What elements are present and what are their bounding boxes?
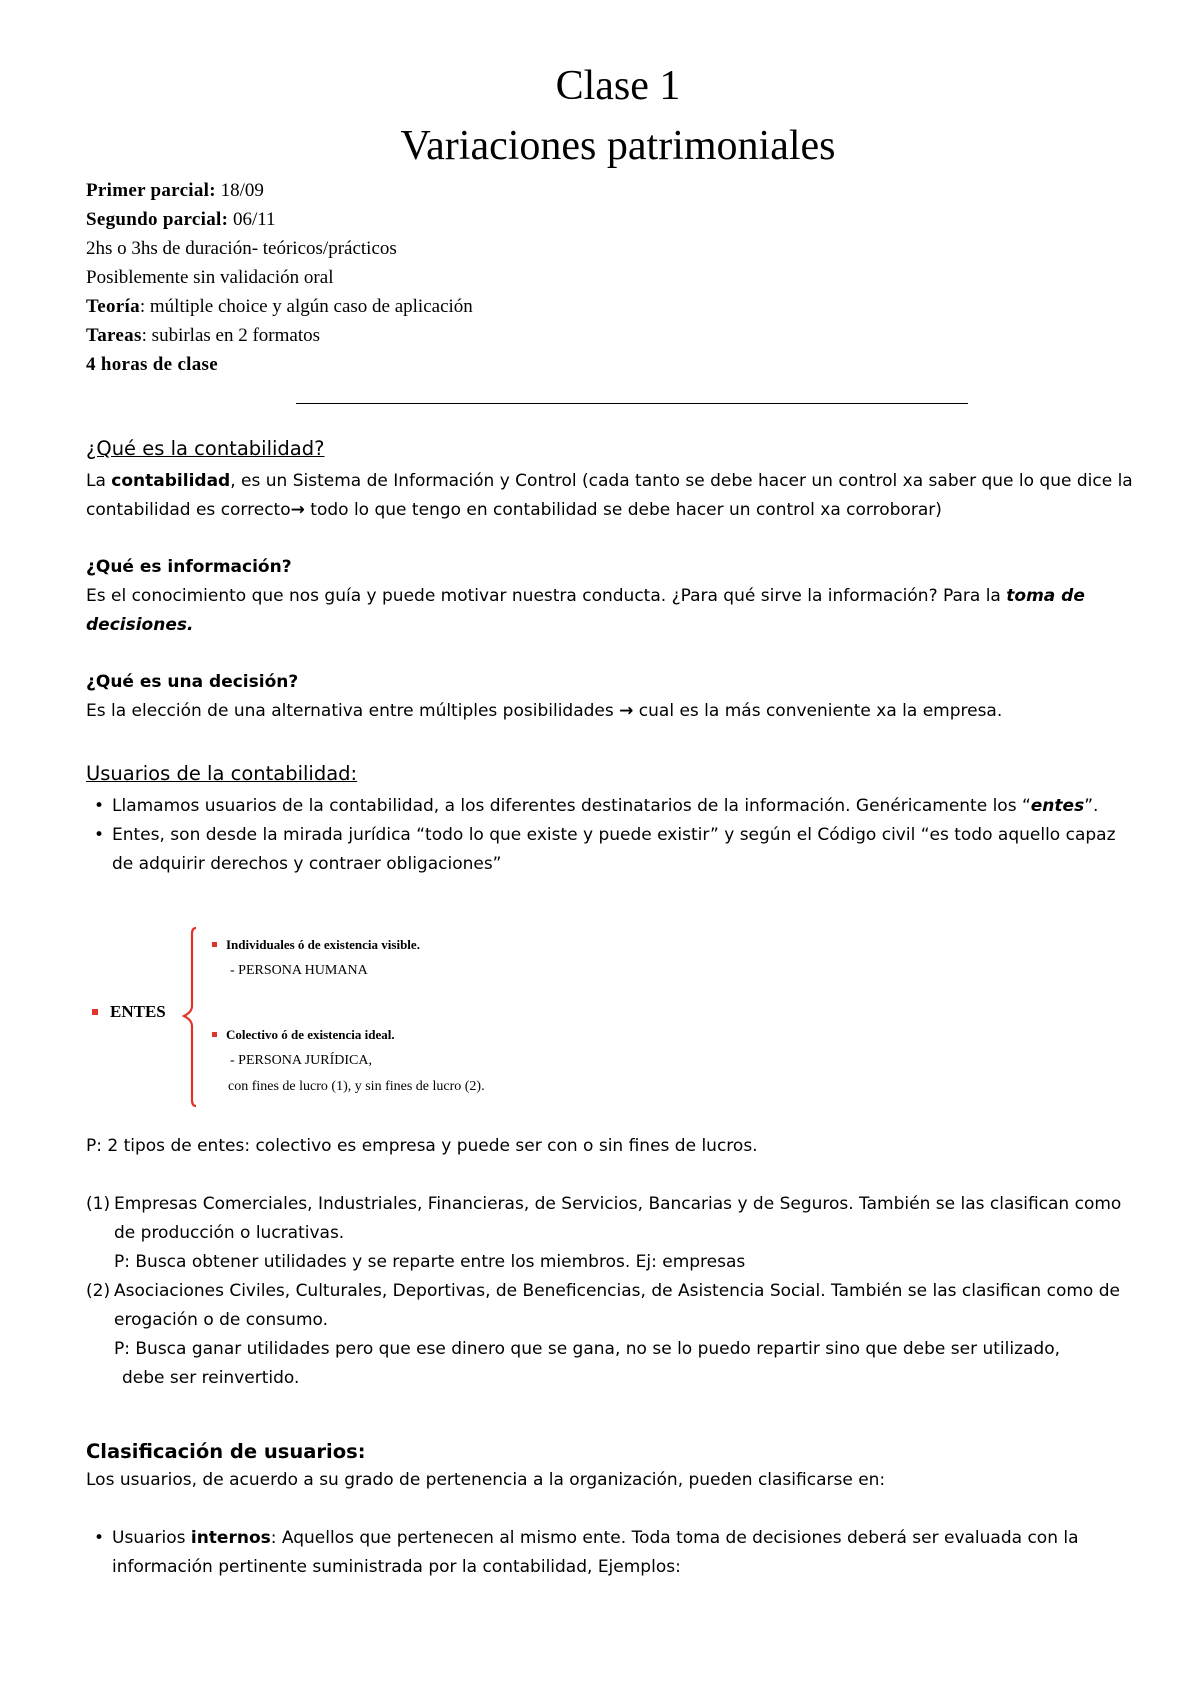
persona-juridica-label: - PERSONA JURÍDICA, bbox=[230, 1053, 372, 1068]
paragraph-decision: Es la elección de una alternativa entre múltiples posibilidades → cual es la más conveniente xa la empresa. bbox=[86, 701, 1003, 721]
duracion-line: 2hs o 3hs de duración- teóricos/prácticos bbox=[86, 238, 397, 259]
list-item-1: Empresas Comerciales, Industriales, Financieras, de Servicios, Bancarias y de Seguros. También se las clasifican como de producción o lucrativas. P: Busca obtener utilidades y se reparte entre los miembros. Ej: empresas bbox=[114, 1190, 1144, 1277]
list-item: • Llamamos usuarios de la contabilidad, a los diferentes destinatarios de la información. Genéricamente los “entes”. bbox=[86, 792, 1136, 821]
bullet-icon: • bbox=[94, 796, 105, 816]
primer-parcial: Primer parcial: 18/09 bbox=[86, 180, 264, 201]
list-item-2-note-cont: debe ser reinvertido. bbox=[122, 1368, 300, 1388]
persona-humana-label: - PERSONA HUMANA bbox=[230, 963, 368, 978]
colectivo-label: Colectivo ó de existencia ideal. bbox=[226, 1027, 395, 1042]
tareas-line: Tareas: subirlas en 2 formatos bbox=[86, 325, 321, 346]
list-item-2: Asociaciones Civiles, Culturales, Deportivas, de Beneficencias, de Asistencia Social. También se las clasifican como de erogación o de consumo. P: Busca ganar utilidades pero que ese dinero que se gana, no se lo puedo repartir sino que debe ser utilizado, debe ser reinvertido. bbox=[114, 1277, 1144, 1393]
heading-contabilidad: ¿Qué es la contabilidad? bbox=[86, 437, 325, 460]
list-number-2: (2) bbox=[86, 1281, 111, 1301]
horas-line: 4 horas de clase bbox=[86, 354, 218, 375]
bullet-icon: • bbox=[94, 825, 105, 845]
heading-decision: ¿Qué es una decisión? bbox=[86, 672, 299, 692]
title-line-1: Clase 1 bbox=[555, 63, 681, 109]
clasificacion-list bbox=[86, 1524, 1136, 1582]
divider-line bbox=[296, 403, 968, 404]
list-item-2-note: P: Busca ganar utilidades pero que ese dinero que se gana, no se lo puedo repartir sino que debe ser utilizado, bbox=[114, 1339, 1061, 1359]
paragraph-clasificacion: Los usuarios, de acuerdo a su grado de pertenencia a la organización, pueden clasificarse en: bbox=[86, 1470, 886, 1490]
heading-clasificacion: Clasificación de usuarios: bbox=[86, 1440, 366, 1463]
arrow-icon: → bbox=[619, 701, 634, 721]
bullet-icon: • bbox=[94, 1528, 105, 1548]
list-item: • Usuarios internos: Aquellos que pertenecen al mismo ente. Toda toma de decisiones deberá ser evaluada con la información pertinente suministrada por la contabilidad, Ejemplos: bbox=[86, 1524, 1136, 1582]
arrow-icon: → bbox=[290, 500, 305, 520]
paragraph-tipos: P: 2 tipos de entes: colectivo es empresa y puede ser con o sin fines de lucros. bbox=[86, 1136, 758, 1156]
list-item-1-note: P: Busca obtener utilidades y se reparte entre los miembros. Ej: empresas bbox=[114, 1252, 746, 1272]
entes-diagram bbox=[86, 920, 606, 1120]
list-item: • Entes, son desde la mirada jurídica “todo lo que existe y puede existir” y según el Código civil “es todo aquello capaz de adquirir derechos y contraer obligaciones” bbox=[86, 821, 1136, 879]
title-line-2: Variaciones patrimoniales bbox=[400, 123, 836, 169]
paragraph-informacion: Es el conocimiento que nos guía y puede motivar nuestra conducta. ¿Para qué sirve la información? Para la toma de decisiones. bbox=[86, 586, 1085, 635]
heading-informacion: ¿Qué es información? bbox=[86, 557, 292, 577]
list-number-1: (1) bbox=[86, 1194, 111, 1214]
segundo-parcial: Segundo parcial: 06/11 bbox=[86, 209, 276, 230]
fines-lucro-label: con fines de lucro (1), y sin fines de lucro (2). bbox=[228, 1079, 485, 1094]
individuales-label: Individuales ó de existencia visible. bbox=[226, 937, 420, 952]
usuarios-list bbox=[86, 792, 1136, 879]
validacion-line: Posiblemente sin validación oral bbox=[86, 267, 334, 288]
entes-root-label: ENTES bbox=[110, 1002, 166, 1021]
paragraph-contabilidad: La contabilidad, es un Sistema de Información y Control (cada tanto se debe hacer un control xa saber que lo que dice la contabilidad es correcto→ todo lo que tengo en contabilidad se debe hacer un control xa corroborar) bbox=[86, 471, 1133, 520]
teoria-line: Teoría: múltiple choice y algún caso de aplicación bbox=[86, 296, 473, 317]
heading-usuarios: Usuarios de la contabilidad: bbox=[86, 762, 358, 785]
